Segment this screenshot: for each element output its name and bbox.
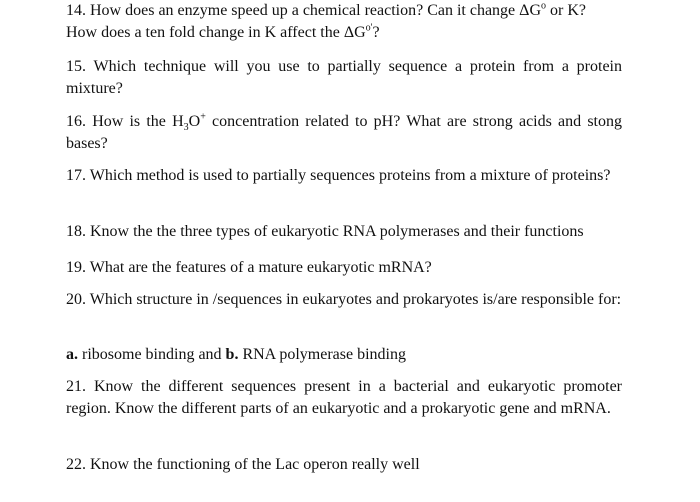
part-b-label: b. (225, 346, 239, 363)
question-18: 18. Know the the three types of eukaryotic RNA polymerases and their functions (66, 223, 584, 240)
part-a-label: a. (66, 346, 78, 363)
question-15: 15. Which technique will you use to partially sequence a protein from a protein mixture? (66, 58, 622, 97)
question-14 (66, 0, 622, 44)
question-22: 22. Know the functioning of the Lac operon really well (66, 456, 420, 473)
question-20-parts: a. ribosome binding and b. RNA polymerase binding (66, 346, 406, 363)
question-14-line-2: How does a ten fold change in K affect the $\Delta G^{o'}$? (66, 22, 380, 41)
question-20: 20. Which structure in /sequences in eukaryotes and prokaryotes is/are responsible for: (66, 291, 622, 308)
question-16: 16. How is the $H_3O^+$ concentration related to pH? What are strong acids and stong bases? (66, 111, 623, 152)
question-17: 17. Which method is used to partially sequences proteins from a mixture of proteins? (66, 167, 611, 184)
question-21: 21. Know the different sequences present in a bacterial and eukaryotic promoter region. Know the different parts of an eukaryotic and a prokaryotic gene and mRNA. (66, 378, 622, 417)
question-14-line-1: 14. How does an enzyme speed up a chemical reaction? Can it change $\Delta G^o$ or K? (66, 0, 586, 19)
question-19: 19. What are the features of a mature eukaryotic mRNA? (66, 259, 432, 276)
